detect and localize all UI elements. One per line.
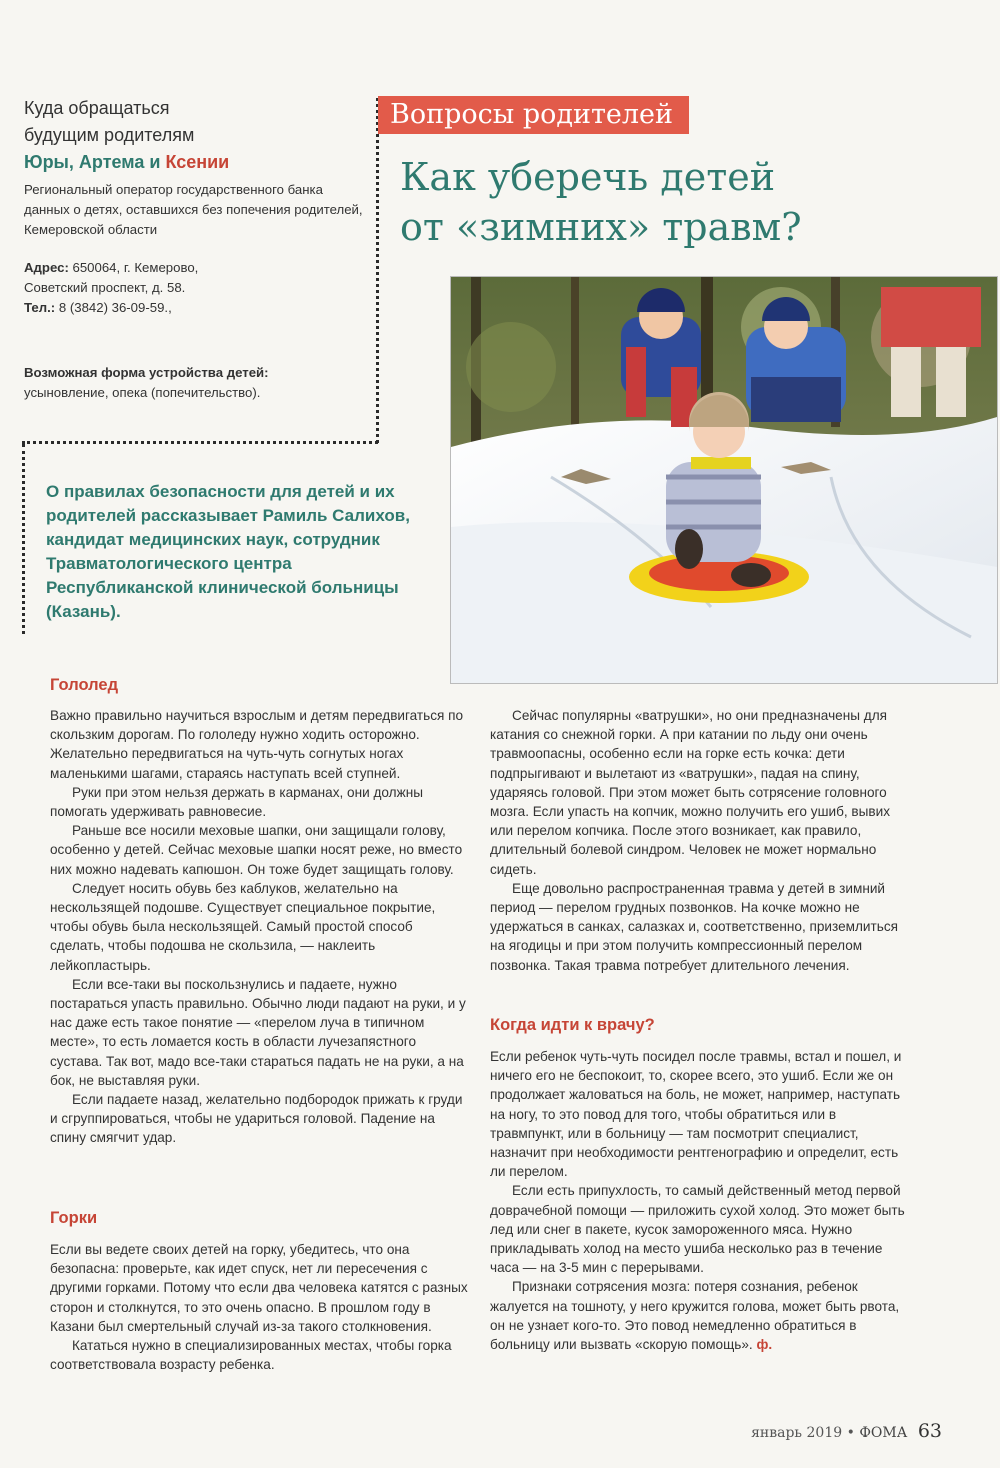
placement-form bbox=[24, 363, 369, 403]
paragraph: Важно правильно научиться взрослым и детям передвигаться по скользким дорогам. По гололеду нужно ходить осторожно. Желательно передвигаться на чуть-чуть согнутых ногах маленькими шагами, стараясь наступать всей ступней. bbox=[50, 708, 464, 781]
article-lead: О правилах безопасности для детей и их родителей рассказывает Рамиль Салихов, кандидат медицинских наук, сотрудник Травматологического центра Республиканской клинической больницы (Казань). bbox=[46, 482, 410, 621]
form-value: усыновление, опека (попечительство). bbox=[24, 385, 261, 400]
phone-label: Тел.: bbox=[24, 300, 56, 315]
article-title-line1: Как уберечь детей bbox=[400, 155, 776, 199]
paragraph: Кататься нужно в специализированных местах, чтобы горка соответствовала возрасту ребенка. bbox=[50, 1338, 452, 1373]
dotted-divider-horizontal bbox=[22, 441, 378, 444]
section-body-gololed bbox=[50, 706, 468, 1148]
magazine-name: ФОМА bbox=[859, 1425, 908, 1441]
dotted-divider-vertical bbox=[376, 98, 379, 443]
address-label: Адрес: bbox=[24, 260, 69, 275]
contact-block bbox=[24, 258, 244, 318]
paragraph bbox=[490, 1277, 908, 1354]
sidebar-heading-line2: будущим родителям bbox=[24, 125, 195, 145]
paragraph: Если все-таки вы поскользнулись и падаете, нужно постараться упасть правильно. Обычно люди падают на руки, и у нас даже есть такое понятие — «перелом луча в типичном месте», то есть ломается кость в области лучезапястного сустава. Так вот, мадо все-таки стараться падать не на руки, а на бок, не выставляя руки. bbox=[50, 976, 466, 1088]
section-title-doctor: Когда идти к врачу? bbox=[490, 1016, 655, 1034]
paragraph: Сейчас популярны «ватрушки», но они предназначены для катания со снежной горки. А при катании по льду они очень травмоопасны, особенно если на горке есть кочка: дети подпрыгивают и вылетают из «ватрушки», падая на спину, ударяясь головой. При этом может быть сотрясение головного мозга. Если упасть на копчик, можно получить его ушиб, вывих или перелом копчика. После этого возникает, как правило, длительный болевой синдром. Человек не может нормально сидеть. bbox=[490, 708, 891, 877]
org-description: Региональный оператор государственного банка данных о детях, оставшихся без попечения родителей, Кемеровской области bbox=[24, 182, 363, 237]
page-folio bbox=[751, 1420, 942, 1442]
sidebar-heading bbox=[24, 95, 364, 176]
sidebar-names-b: Ксении bbox=[165, 152, 230, 172]
paragraph: Если вы ведете своих детей на горку, убедитесь, что она безопасна: проверьте, как идет спуск, нет ли пересечения с другими горками. Потому что если два человека катятся с разных сторон и столкнутся, то это очень опасно. В прошлом году в Казани был смертельный случай из-за такого столкновения. bbox=[50, 1242, 468, 1334]
sidebar-names bbox=[24, 149, 364, 176]
article-title bbox=[400, 152, 960, 252]
column-two-body bbox=[490, 706, 908, 975]
paragraph: Если падаете назад, желательно подбородок прижать к груди и сгруппироваться, чтобы не удариться головой. Падение на спину смягчит удар. bbox=[50, 1092, 463, 1146]
issue-date: январь 2019 bbox=[751, 1425, 843, 1441]
paragraph: Если ребенок чуть-чуть посидел после травмы, встал и пошел, и ничего его не беспокоит, то, скорее всего, это ушиб. Если же он продолжает жаловаться на боль, не может, например, наступать на ногу, то это повод для того, чтобы обратиться или в травмпункт, или в больницу — там посмотрит специалист, назначит при необходимости рентгенографию и определит, есть ли перелом. bbox=[490, 1049, 902, 1180]
paragraph: Руки при этом нельзя держать в карманах, они должны помогать удерживать равновесие. bbox=[50, 784, 423, 820]
section-body-doctor bbox=[490, 1047, 908, 1354]
section-title-gorki: Горки bbox=[50, 1209, 98, 1227]
paragraph: Еще довольно распространенная травма у детей в зимний период — перелом грудных позвонков. На кочке можно не удержаться в санках, салазках и, соответственно, приземлиться на ягодицы и при этом получить компрессионный перелом позвонка. Такая травма потребует длительного лечения. bbox=[490, 880, 898, 973]
paragraph: Следует носить обувь без каблуков, желательно на нескользящей подошве. Существует специальное покрытие, чтобы обувь была нескользящей. Самый простой способ сделать, чтобы подошва не скользила, — наклеить лейкопластырь. bbox=[50, 880, 436, 973]
sidebar-names-a: Юры, Артема и bbox=[24, 152, 161, 172]
paragraph-text: Признаки сотрясения мозга: потеря сознания, ребенок жалуется на тошноту, у него кружится голова, может быть рвота, он не узнает кого-то. Это повод немедленно обратиться в больницу или вызвать «скорую помощь». bbox=[490, 1279, 900, 1353]
phone-value: 8 (3842) 36-09-59., bbox=[58, 300, 172, 315]
article-photo bbox=[450, 276, 998, 684]
paragraph: Раньше все носили меховые шапки, они защищали голову, особенно у детей. Сейчас меховые шапки носят реже, но вместо них можно надевать капюшон. Он тоже будет защищать голову. bbox=[50, 823, 463, 877]
article-title-line2: от «зимних» травм? bbox=[400, 205, 802, 249]
dotted-divider-lead bbox=[22, 444, 25, 634]
form-label: Возможная форма устройства детей: bbox=[24, 365, 269, 380]
sidebar-heading-line1: Куда обращаться bbox=[24, 98, 170, 118]
sledding-children-illustration bbox=[451, 277, 997, 683]
end-mark: ф. bbox=[756, 1337, 773, 1353]
paragraph: Если есть припухлость, то самый действенный метод первой доврачебной помощи — приложить сухой холод. Это может быть лед или снег в пакете, кусок замороженного мяса. Нужно прикладывать холод на место ушиба несколько раз в течение часа — на 3-5 мин с перерывами. bbox=[490, 1183, 905, 1276]
section-body-gorki bbox=[50, 1240, 468, 1374]
address-value: 650064, г. Кемерово, Советский проспект, д. 58. bbox=[24, 260, 199, 295]
section-title-gololed: Гололед bbox=[50, 676, 119, 694]
page-number: 63 bbox=[917, 1420, 942, 1442]
rubric-label: Вопросы родителей bbox=[378, 96, 689, 134]
folio-bullet: • bbox=[846, 1425, 855, 1441]
